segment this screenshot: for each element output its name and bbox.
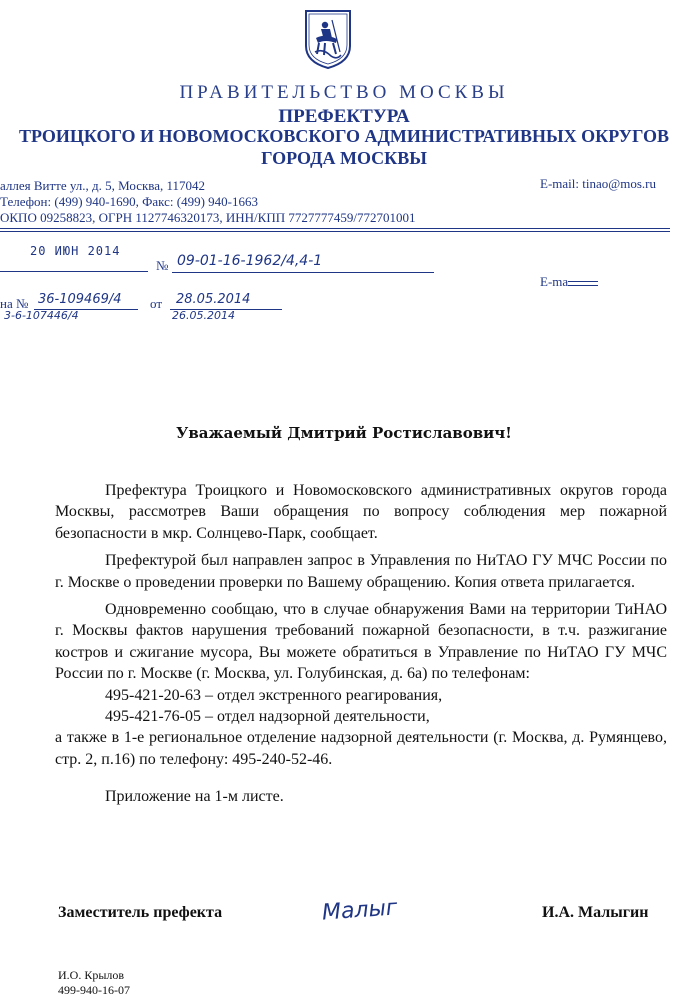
greeting: Уважаемый Дмитрий Ростиславович! xyxy=(176,424,512,442)
letter-body xyxy=(55,480,667,808)
handwritten-signature: Малыг xyxy=(321,895,399,926)
paragraph-1: Префектура Троицкого и Новомосковского административных округов города Москвы, рассмотрев Ваши обращения по вопросу соблюдения мер пожарной безопасности в мкр. Солнцево-Парк, сообщает. xyxy=(55,482,667,542)
prefecture-title: ПРЕФЕКТУРА xyxy=(278,106,410,127)
signer-position: Заместитель префекта xyxy=(58,904,223,921)
executor-name: И.О. Крылов xyxy=(58,968,125,982)
city-title: ГОРОДА МОСКВЫ xyxy=(261,148,427,168)
signer-name: И.А. Малыгин xyxy=(542,904,649,921)
number-underline xyxy=(172,272,434,273)
email-stub: E-ma xyxy=(540,274,569,289)
header-divider-2 xyxy=(0,231,670,232)
header-divider xyxy=(0,228,670,229)
reply-date-2: 26.05.2014 xyxy=(172,309,235,322)
ids-line: ОКПО 09258823, ОГРН 1127746320173, ИНН/КПП 7727777459/772701001 xyxy=(0,210,416,225)
reply-label: на № xyxy=(0,296,29,311)
address-line: аллея Витте ул., д. 5, Москва, 117042 xyxy=(0,178,206,193)
number-label: № xyxy=(156,258,169,273)
reply-number-1: 36-109469/4 xyxy=(38,292,122,307)
reply-date-1: 28.05.2014 xyxy=(176,292,251,307)
email-stub-line-2 xyxy=(568,285,598,286)
paragraph-4: а также в 1-е региональное отделение надзорной деятельности (г. Москва, д. Румянцево, стр. 2, п.16) по телефону: 495-240-52-46. xyxy=(55,729,667,768)
districts-title: ТРОИЦКОГО И НОВОМОСКОВСКОГО АДМИНИСТРАТИВНЫХ ОКРУГОВ xyxy=(19,126,669,146)
phone-line-1: 495-421-20-63 – отдел экстренного реагирования, xyxy=(105,686,443,704)
phone-line-2: 495-421-76-05 – отдел надзорной деятельности, xyxy=(105,708,430,726)
reply-number-2: 3-6-107446/4 xyxy=(4,309,79,322)
paragraph-3: Одновременно сообщаю, что в случае обнаружения Вами на территории ТиНАО г. Москвы фактов нарушения требований пожарной безопасности, в т.ч. разжигание костров и сжигание мусора, Вы можете обратиться в Управление по НиТАО ГУ МЧС России по г. Москве (г. Москва, ул. Голубинская, д. 6а) по телефонам: xyxy=(55,601,667,683)
outgoing-number: 09-01-16-1962/4,4-1 xyxy=(177,253,323,269)
government-title: ПРАВИТЕЛЬСТВО МОСКВЫ xyxy=(179,82,509,103)
paragraph-2: Префектурой был направлен запрос в Управления по НиТАО ГУ МЧС России по г. Москве о проведении проверки по Вашему обращению. Копия ответа прилагается. xyxy=(55,552,667,591)
email-stub-line-1 xyxy=(568,281,598,282)
executor-phone: 499-940-16-07 xyxy=(58,983,130,997)
from-label: от xyxy=(150,296,163,311)
date-underline xyxy=(0,271,148,272)
email-line: E-mail: tinao@mos.ru xyxy=(540,176,656,191)
date-stamp: 20 ИЮН 2014 xyxy=(30,244,121,258)
moscow-coat-of-arms-icon xyxy=(303,8,353,70)
attachment-note: Приложение на 1-м листе. xyxy=(105,788,284,806)
phone-line: Телефон: (499) 940-1690, Факс: (499) 940-1663 xyxy=(0,194,259,209)
